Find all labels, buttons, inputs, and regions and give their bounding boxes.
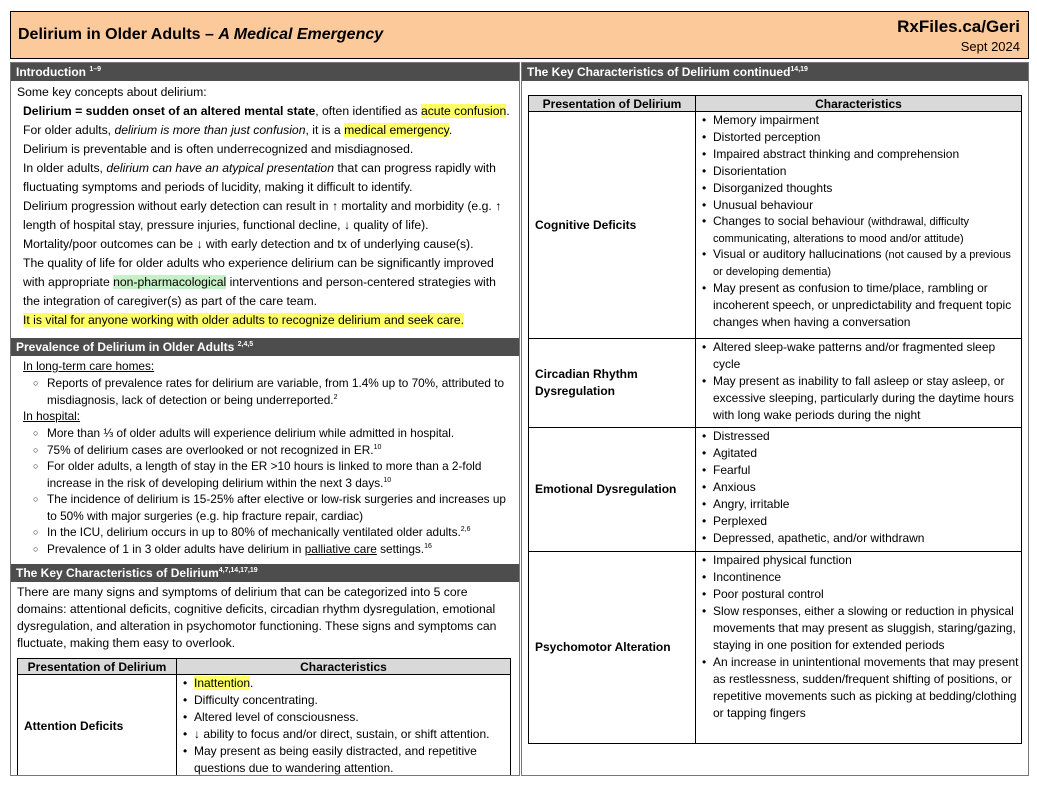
list-item: • Altered level of consciousness.: [177, 709, 510, 726]
table-header-row: [529, 96, 1022, 112]
list-item: • Agitated: [696, 445, 1021, 462]
list-item: • Delirium progression without early detection can result in ↑ mortality and morbidity (e.g. ↑ length of hospital stay, pressure injuries, functional decline, ↓ quality of life).: [10, 197, 513, 235]
list-item: ○ Reports of prevalence rates for delirium are variable, from 1.4% up to 70%, attributed to misdiagnosis, lack of detection or being underreported.$^2$: [10, 375, 513, 408]
list-item: • For older adults, delirium is more than just confusion, it is a medical emergency.: [10, 121, 513, 140]
characteristics-table: [528, 95, 1022, 744]
attention-table: [17, 658, 511, 776]
page-header: [10, 11, 1029, 59]
prevalence-section: [11, 356, 519, 564]
title-main: Delirium in Older Adults –: [18, 26, 219, 43]
circadian-characteristics: [696, 339, 1022, 428]
list-item: • It is vital for anyone working with older adults to recognize delirium and seek care.: [10, 311, 513, 330]
list-item: • Altered sleep-wake patterns and/or fragmented sleep cycle: [696, 339, 1021, 373]
key-characteristics-intro: There are many signs and symptoms of delirium that can be categorized into 5 core domains: attentional deficits, cognitive deficits, circadian rhythm dysregulation, emotional dysregulation, and alteration in psychomotor functioning. These signs and symptoms can fluctuate, making them easy to overlook.: [17, 585, 497, 650]
list-item: • ↓ ability to focus and/or direct, sustain, or shift attention.: [177, 726, 510, 743]
list-item: • May present as confusion to time/place, rambling or incoherent speech, or unpredictability and frequent topic changes when having a conversation: [696, 280, 1021, 331]
list-item: • In hospital: ○ More than ⅓ of older adults will experience delirium while admitted in hospital. ○ 75% of delirium cases are overlooked or not recognized in ER.$^{10}$ ○ For older adults, a length of stay in the ER >10 hours is linked to more than a 2-fold increase in the risk of developing delirium within the next 3 days.$^{10}$ ○ The incidence of delirium is 15-25% after elective or low-risk surgeries and increases up to 50% with major surgeries (e.g. hip fracture repair, cardiac) ○ In the ICU, delirium occurs in up to 80% of mechanically ventilated older adults.$^{2,6}$ ○ Prevalence of 1 in 3 older adults have delirium in palliative care settings.$^{16}$: [10, 408, 513, 557]
list-item: • Inattention.: [177, 675, 510, 692]
table-row: [529, 339, 1022, 428]
list-item: ○ In the ICU, delirium occurs in up to 80% of mechanically ventilated older adults.$^{2,6}$: [10, 524, 513, 541]
list-item: • May present as being easily distracted, and repetitive questions due to wandering attention.: [177, 743, 510, 776]
list-item: ○ Prevalence of 1 in 3 older adults have delirium in palliative care settings.$^{16}$: [10, 541, 513, 558]
list-item: • May present as inability to fall asleep or stay asleep, or excessive sleeping, particularly during the daytime hours with long wake periods during the night: [696, 373, 1021, 424]
list-item: • Poor postural control: [696, 586, 1021, 603]
intro-list: [10, 102, 513, 330]
table-header-characteristics: Characteristics: [177, 659, 511, 675]
list-item: • Changes to social behaviour (withdrawal, difficulty communicating, alterations to mood and/or attitude): [696, 214, 1021, 247]
list-item: • Perplexed: [696, 513, 1021, 530]
list-item: • Fearful: [696, 462, 1021, 479]
domain-cognitive-deficits: Cognitive Deficits: [529, 112, 696, 339]
page-title: [18, 26, 383, 44]
table-row: [529, 552, 1022, 744]
intro-lead: Some key concepts about delirium:: [17, 85, 207, 99]
domain-emotional-dysregulation: Emotional Dysregulation: [529, 428, 696, 552]
list-item: • An increase in unintentional movements that may present as restlessness, sudden/frequent shifting of positions, or repetitive movements such as picking at bedding/clothing or tapping fingers: [696, 654, 1021, 722]
table-row: [529, 428, 1022, 552]
intro-heading: Introduction $^{1-9}$: [11, 63, 519, 81]
list-item: ○ 75% of delirium cases are overlooked or not recognized in ER.$^{10}$: [10, 442, 513, 459]
list-item: • The quality of life for older adults who experience delirium can be significantly improved with appropriate non-pharmacological interventions and person-centered strategies with the integration of caregiver(s) as part of the care team.: [10, 254, 513, 311]
list-item: • Impaired abstract thinking and comprehension: [696, 146, 1021, 163]
emotional-characteristics: [696, 428, 1022, 552]
list-item: • Visual or auditory hallucinations (not caused by a previous or developing dementia): [696, 247, 1021, 280]
prevalence-list: [10, 358, 513, 557]
list-item: • Angry, irritable: [696, 496, 1021, 513]
list-item: • Mortality/poor outcomes can be ↓ with early detection and tx of underlying cause(s).: [10, 235, 513, 254]
list-item: • Unusual behaviour: [696, 197, 1021, 214]
table-row: [18, 675, 511, 777]
psychomotor-characteristics: [696, 552, 1022, 744]
list-item: • Incontinence: [696, 569, 1021, 586]
right-column: [521, 62, 1029, 776]
table-header-presentation: Presentation of Delirium: [529, 96, 696, 112]
table-header-characteristics: Characteristics: [696, 96, 1022, 112]
table-header-presentation: Presentation of Delirium: [18, 659, 177, 675]
list-item: • Delirium is preventable and is often underrecognized and misdiagnosed.: [10, 140, 513, 159]
domain-attention-deficits: Attention Deficits: [18, 675, 177, 777]
title-emphasis: A Medical Emergency: [218, 26, 384, 43]
list-item: • Difficulty concentrating.: [177, 692, 510, 709]
table-row: [529, 112, 1022, 339]
list-item: • Slow responses, either a slowing or reduction in physical movements that may present as sluggish, staring/gazing, staying in one position for extended periods: [696, 603, 1021, 654]
prevalence-heading: Prevalence of Delirium in Older Adults $^{2,4,5}$: [11, 338, 519, 356]
cognitive-characteristics: [696, 112, 1022, 339]
intro-section: [11, 81, 519, 338]
list-item: • Disorientation: [696, 163, 1021, 180]
list-item: ○ The incidence of delirium is 15-25% after elective or low-risk surgeries and increases up to 50% with major surgeries (e.g. hip fracture repair, cardiac): [10, 491, 513, 524]
attention-characteristics: [177, 675, 511, 777]
list-item: • Distorted perception: [696, 129, 1021, 146]
list-item: • Memory impairment: [696, 112, 1021, 129]
domain-circadian-rhythm-dysregulation: Circadian Rhythm Dysregulation: [529, 339, 696, 428]
list-item: • Distressed: [696, 428, 1021, 445]
table-header-row: [18, 659, 511, 675]
key-characteristics-continued-heading: The Key Characteristics of Delirium continued$^{14,19}$: [522, 63, 1028, 81]
list-item: ○ For older adults, a length of stay in the ER >10 hours is linked to more than a 2-fold increase in the risk of developing delirium within the next 3 days.$^{10}$: [10, 458, 513, 491]
list-item: • In long-term care homes: ○ Reports of prevalence rates for delirium are variable, from 1.4% up to 70%, attributed to misdiagnosis, lack of detection or being underreported.$^2$: [10, 358, 513, 408]
list-item: • Impaired physical function: [696, 552, 1021, 569]
list-item: • Disorganized thoughts: [696, 180, 1021, 197]
list-item: • In older adults, delirium can have an atypical presentation that can progress rapidly with fluctuating symptoms and periods of lucidity, making it difficult to identify.: [10, 159, 513, 197]
list-item: • Depressed, apathetic, and/or withdrawn: [696, 530, 1021, 547]
publication-date: Sept 2024: [960, 39, 1020, 54]
domain-psychomotor-alteration: Psychomotor Alteration: [529, 552, 696, 744]
key-characteristics-heading: The Key Characteristics of Delirium$^{4,7,14,17,19}$: [11, 564, 519, 582]
brand-link[interactable]: RxFiles.ca/Geri: [897, 17, 1020, 36]
list-item: ○ More than ⅓ of older adults will experience delirium while admitted in hospital.: [10, 425, 513, 442]
list-item: • Anxious: [696, 479, 1021, 496]
left-column: [10, 62, 520, 776]
list-item: • Delirium = sudden onset of an altered mental state, often identified as acute confusion.: [10, 102, 513, 121]
